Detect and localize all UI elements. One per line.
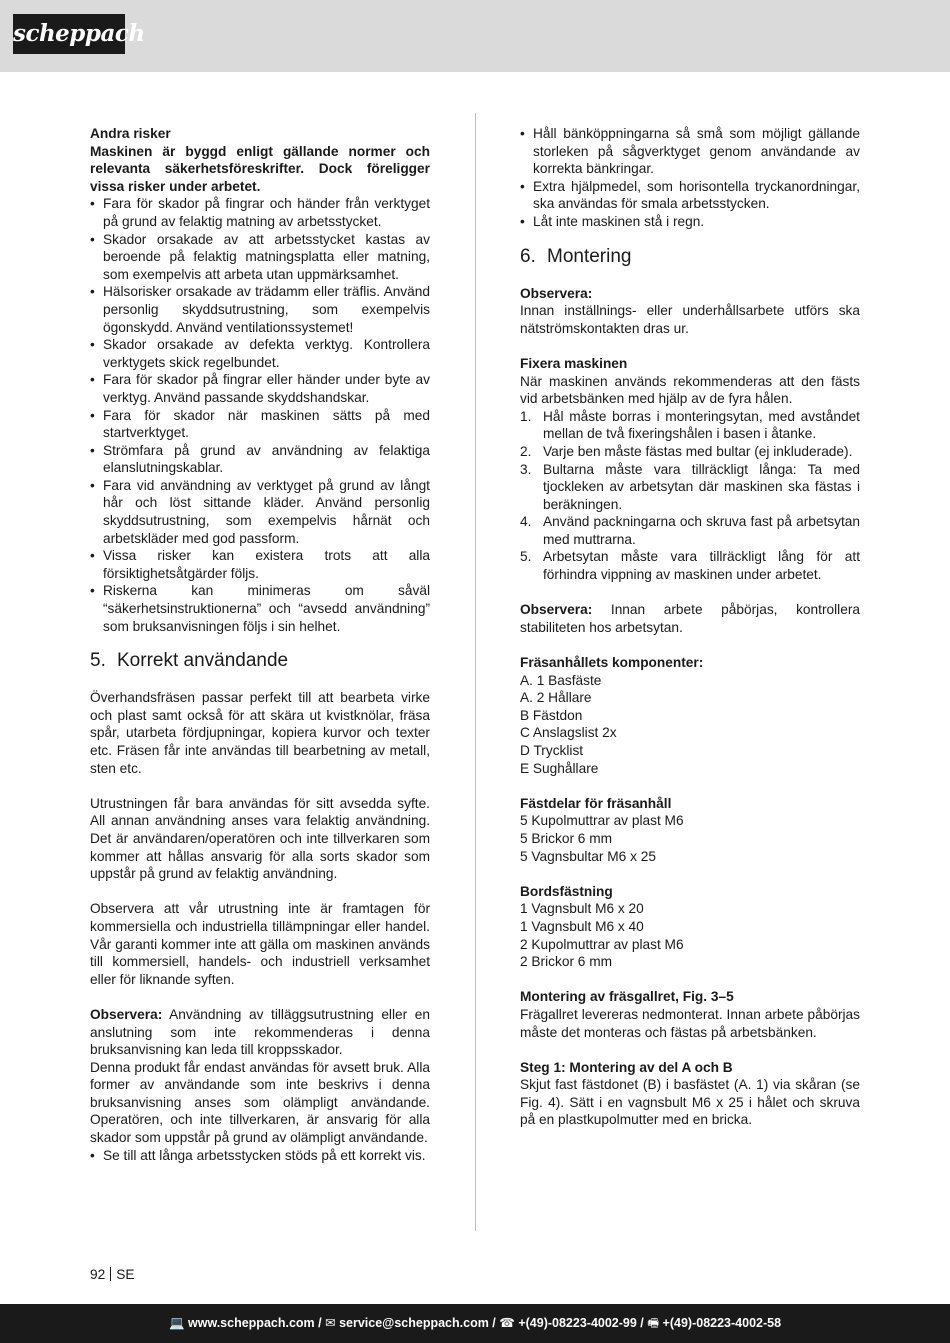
laptop-icon: 💻 [168, 1316, 185, 1330]
list-item: • Håll bänköppningarna så små som möjligt gällande storleken på sågverktyget genom användande av korrekta bänkringar. [520, 125, 860, 178]
paragraph: Denna produkt får endast användas för avsett bruk. Alla former av användande som inte beskrivs i denna bruksanvisning anses som olämpligt användande. Operatören, och inte tillverkaren, är ansvarig för alla skador som uppstår på grund av olämpligt användande. [90, 1059, 430, 1146]
table-mount-list [520, 900, 860, 970]
list-item: 1 Vagnsbult M6 x 40 [520, 918, 644, 934]
observe-text: Innan arbete påbörjas, kontrollera stabiliteten hos arbetsytan. [520, 602, 860, 635]
column-divider [475, 113, 476, 1231]
list-item: C Anslagslist 2x [520, 725, 617, 741]
table-mount-title: Bordsfästning [520, 883, 613, 899]
list-item: 2. Varje ben måste fästas med bultar (ej inkluderade). [520, 443, 853, 459]
bullet-list [90, 1147, 430, 1165]
list-item: B Fästdon [520, 707, 583, 723]
paragraph: Utrustningen får bara användas för sitt avsedda syfte. All annan användning anses vara felaktig användning. Det är användaren/operatören och inte tillverkaren som kommer att hållas ansvarig för alla sorts skador som uppstår på grund av felaktig användning. [90, 795, 430, 882]
list-item: • Fara vid användning av verktyget på grund av långt hår och löst sittande kläder. Använd personlig skyddsutrustning, som exempelvis hårnät och arbetskläder med god passform. [90, 477, 430, 547]
list-item: D Trycklist [520, 743, 584, 758]
observe-paragraph [520, 601, 860, 636]
list-item: • Riskerna kan minimeras om såväl “säkerhetsinstruktionerna” och “avsedd användning” som bruksanvisningen följs i sin helhet. [90, 582, 430, 635]
list-item: 2 Kupolmuttrar av plast M6 [520, 936, 684, 952]
section-5-number: 5. [90, 650, 106, 672]
mount-text: Frägallret levereras nedmonterat. Innan arbete påbörjas måste det monteras och fästas på arbetsbänken. [520, 1006, 860, 1040]
list-item: • Skador orsakade av defekta verktyg. Kontrollera verktygets skick regelbundet. [90, 336, 430, 371]
observe-text: Innan inställnings- eller underhållsarbete utförs ska nätströmskontakten dras ur. [520, 303, 860, 336]
list-item: 2 Brickor 6 mm [520, 954, 613, 970]
list-item: • Vissa risker kan existera trots att alla försiktighetsåtgärder följs. [90, 547, 430, 582]
note-label: Observera: [90, 1006, 163, 1022]
section-5-heading [90, 649, 430, 673]
list-item: • Strömfara på grund av användning av felaktiga elanslutningskablar. [90, 442, 430, 477]
list-item: E Sughållare [520, 760, 599, 776]
list-item: 4. Använd packningarna och skruva fast på arbetsytan med muttrarna. [520, 514, 860, 547]
section-6-number: 6. [520, 245, 536, 267]
note-text: Användning av tilläggsutrustning eller en anslutning som inte rekommenderas i denna bruksanvisning kan leda till kroppsskador. [90, 1006, 430, 1058]
list-item: 1 Vagnsbult M6 x 20 [520, 901, 644, 917]
list-item: A. 1 Basfäste [520, 672, 602, 688]
parts-title: Fästdelar för fräsanhåll [520, 795, 672, 811]
footer-web[interactable]: www.scheppach.com / [188, 1316, 322, 1330]
note-paragraph [90, 1006, 430, 1059]
list-item: 1. Hål måste borras i monteringsytan, med avståndet mellan de två fixeringshålen i basen i åtanke. [520, 408, 860, 442]
list-item: 5 Kupolmuttrar av plast M6 [520, 813, 684, 829]
list-item: 5 Brickor 6 mm [520, 830, 613, 846]
list-item: A. 2 Hållare [520, 690, 592, 706]
section-5-title: Korrekt användande [117, 650, 289, 672]
list-item: • Fara för skador på fingrar eller händer under byte av verktyg. Använd passande skyddshandskar. [90, 371, 430, 406]
phone-icon: ☎ [499, 1316, 515, 1330]
list-item: • Se till att långa arbetsstycken stöds på ett korrekt vis. [90, 1147, 430, 1165]
fax-icon: 🖷 [647, 1316, 660, 1330]
fix-steps-list [520, 408, 860, 584]
bullet-list [520, 125, 860, 231]
observe-label: Observera: [520, 285, 593, 301]
risks-title: Andra risker [90, 126, 171, 141]
risks-list [90, 195, 430, 635]
section-6-heading [520, 245, 860, 269]
list-item: • Fara för skador på fingrar och händer från verktyget på grund av felaktig matning av arbetsstycket. [90, 195, 430, 230]
observe-label: Observera: [520, 602, 593, 618]
fix-text: När maskinen används rekommenderas att den fästs vid arbetsbänken med hjälp av de fyra hålen. [520, 373, 860, 407]
step-1-text: Skjut fast fästdonet (B) i basfästet (A. 1) via skåran (se Fig. 4). Sätt i en vagnsbult M6 x 25 i hålet och skruva på en plastkupolmutter med en bricka. [520, 1077, 860, 1128]
paragraph: Observera att vår utrustning inte är framtagen för kommersiella och industriella tillämpningar eller handel. Vår garanti kommer inte att gälla om maskinen används till kommersiell, handels- och industriell verksamhet eller för liknande syften. [90, 901, 430, 987]
list-item: 5. Arbetsytan måste vara tillräckligt lång för att förhindra vippning av maskinen under arbetet. [520, 549, 860, 583]
list-item: • Låt inte maskinen stå i regn. [520, 213, 860, 231]
left-column [90, 125, 430, 1164]
components-title: Fräsanhållets komponenter: [520, 655, 704, 671]
page-number: 92 SE [90, 1267, 135, 1282]
risks-intro: Maskinen är byggd enligt gällande normer och relevanta säkerhetsföreskrifter. Dock föreligger vissa risker under arbetet. [90, 143, 430, 194]
list-item: • Fara för skador när maskinen sätts på med startverktyget. [90, 407, 430, 442]
list-item: • Skador orsakade av att arbetsstycket kastas av beroende på felaktig matningsplatta eller matning, som exempelvis att arbeta utan uppmärksamhet. [90, 231, 430, 284]
footer-phone: +(49)-08223-4002-99 / [518, 1316, 644, 1330]
brand-logo: scheppach [13, 14, 125, 54]
footer-mail[interactable]: service@scheppach.com / [339, 1316, 496, 1330]
list-item: • Hälsorisker orsakade av trädamm eller träflis. Använd personlig skyddsutrustning, som exempelvis ögonskydd. Använd ventilationssystemet! [90, 283, 430, 336]
components-list [520, 672, 860, 778]
parts-list [520, 812, 860, 865]
list-item: • Extra hjälpmedel, som horisontella tryckanordningar, ska användas för smala arbetsstycken. [520, 178, 860, 213]
fix-title: Fixera maskinen [520, 355, 628, 371]
header-bar [0, 0, 950, 72]
step-1-title: Steg 1: Montering av del A och B [520, 1059, 733, 1075]
list-item: 5 Vagnsbultar M6 x 25 [520, 848, 656, 864]
section-6-title: Montering [547, 245, 632, 267]
footer-fax: +(49)-08223-4002-58 [662, 1316, 782, 1330]
footer-bar [0, 1304, 950, 1343]
paragraph: Överhandsfräsen passar perfekt till att bearbeta virke och plast samt också för att skära ut kvistknölar, fräsa spår, utarbeta fördjupningar, kopiera kurvor och texter etc. Fräsen får inte användas till bearbetning av metall, sten etc. [90, 690, 430, 776]
mail-icon: ✉ [325, 1316, 336, 1330]
mount-title: Montering av fräsgallret, Fig. 3–5 [520, 989, 734, 1005]
list-item: 3. Bultarna måste vara tillräckligt långa: Ta med tjockleken av arbetsytan där maskinen ska fästas i beräkningen. [520, 461, 860, 512]
right-column [520, 125, 860, 1129]
